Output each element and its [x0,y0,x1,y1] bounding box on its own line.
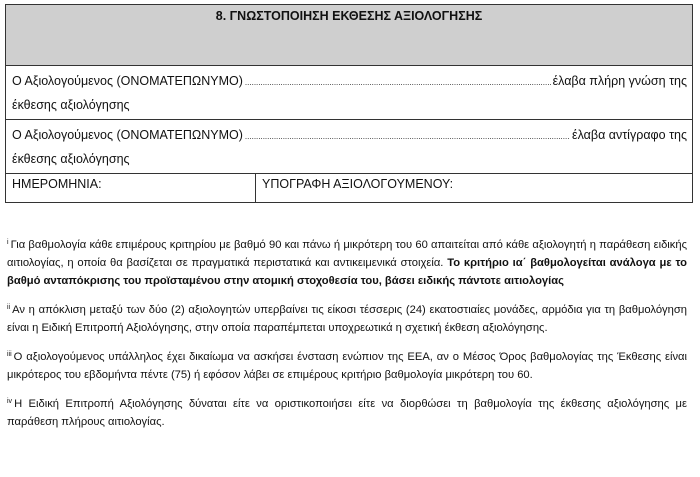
footnote-text: Ο αξιολογούμενος υπάλληλος έχει δικαίωμα να ασκήσει ένσταση ενώπιον της ΕΕΑ, αν ο Μέσος Όρος βαθμολογίας της Έκθεσης είναι μικρότερος του εβδομήντα πέντε (75) ή εφόσον λάβει σε επιμέρους κριτήριο βαθμολογία μικρότερη του 60. [7,351,687,381]
statement-lead: Ο Αξιολογούμενος (ΟΝΟΜΑΤΕΠΩΝΥΜΟ) [12,74,243,88]
statement-lead: Ο Αξιολογούμενος (ΟΝΟΜΑΤΕΠΩΝΥΜΟ) [12,128,243,142]
footnote-marker: iv [7,398,13,405]
footnote [7,395,687,431]
footnote [7,236,687,290]
statement-line2: έκθεσης αξιολόγησης [12,152,130,166]
full-knowledge-statement [6,66,692,120]
signature-row [6,174,692,203]
footnote-bold-text: Το κριτήριο ια΄ βαθμολογείται ανάλογα με το βαθμό ανταπόκρισης του προϊσταμένου στην ατομική στοχοθεσία του, βάσει ειδικής πάντοτε αιτιολογίας [7,257,687,287]
footnote [7,348,687,384]
signature-label: ΥΠΟΓΡΑΦΗ ΑΞΙΟΛΟΓΟΥΜΕΝΟΥ: [262,177,454,191]
footnote-marker: i [7,239,9,246]
footnote-marker: iii [7,351,12,358]
notification-form [5,4,693,203]
name-fill-line[interactable] [245,124,570,148]
footnote [7,301,687,337]
footnote-marker: ii [7,304,11,311]
statement-tail: έλαβα πλήρη γνώση της [552,74,687,88]
footnotes [7,236,687,442]
copy-received-statement [6,120,692,174]
signature-field[interactable] [256,174,692,202]
date-field[interactable] [6,174,256,202]
name-fill-line[interactable] [245,70,551,94]
statement-tail: έλαβα αντίγραφο της [572,128,687,142]
footnote-text: Για βαθμολογία κάθε επιμέρους κριτηρίου με βαθμό 90 και πάνω ή μικρότερη του 60 απαιτείται από κάθε αξιολογητή η παράθεση ειδικής αιτιολογίας, η οποία θα βασίζεται σε πραγματικά περιστατικά και αντικειμενικά στοιχεία. [7,239,687,269]
section-title: 8. ΓΝΩΣΤΟΠΟΙΗΣΗ ΕΚΘΕΣΗΣ ΑΞΙΟΛΟΓΗΣΗΣ [6,5,692,66]
footnote-text: Αν η απόκλιση μεταξύ των δύο (2) αξιολογητών υπερβαίνει τις είκοσι τέσσερις (24) εκατοστιαίες μονάδες, αρμόδια για τη βαθμολόγηση είναι η Ειδική Επιτροπή Αξιολόγησης, στην οποία παραπέμπεται υποχρεωτικά η σχετική έκθεση αξιολόγησης. [7,304,687,334]
footnote-text: Η Ειδική Επιτροπή Αξιολόγησης δύναται είτε να οριστικοποιήσει είτε να διορθώσει τη βαθμολογία της έκθεσης αξιολόγησης με παράθεση πλήρους αιτιολογίας. [7,398,687,428]
statement-line2: έκθεσης αξιολόγησης [12,98,130,112]
date-label: ΗΜΕΡΟΜΗΝΙΑ: [12,177,102,191]
